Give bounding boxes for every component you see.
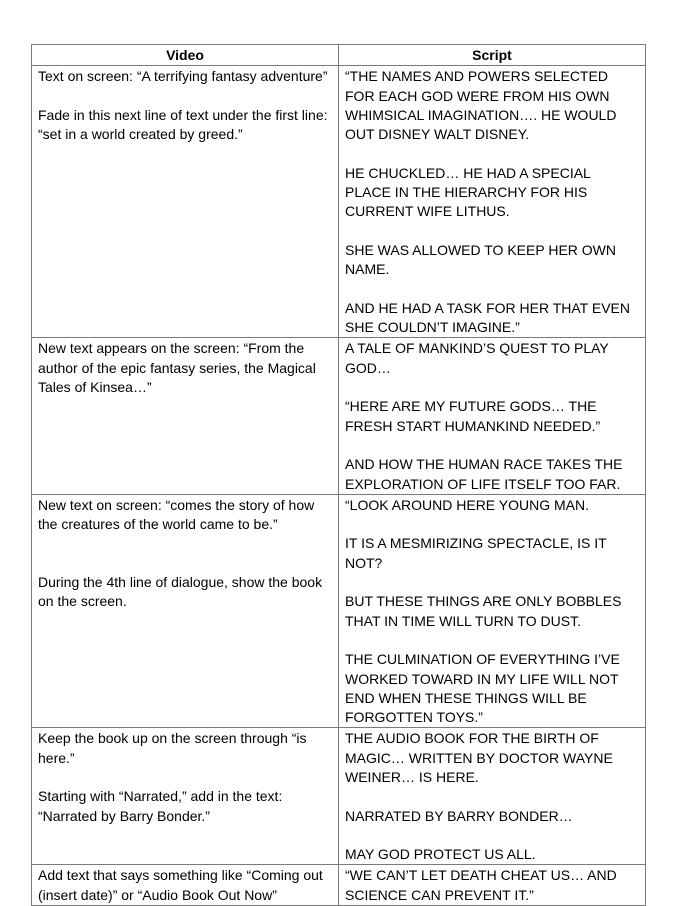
video-text: New text appears on the screen: “From the author of the epic fantasy series, the Magical Tales of Kinsea…” (38, 340, 316, 396)
script-text: THE CULMINATION OF EVERYTHING I’VE WORKED TOWARD IN MY LIFE WILL NOT END WHEN THESE THINGS WILL BE FORGOTTEN TOYS.” (345, 651, 620, 726)
script-text: “WE CAN’T LET DEATH CHEAT US… AND SCIENCE CAN PREVENT IT.” (345, 867, 617, 903)
video-text: New text on screen: “comes the story of how the creatures of the world came to be.” (38, 496, 315, 533)
video-text: During the 4th line of dialogue, show the book on the screen. (38, 574, 323, 610)
script-text: BUT THESE THINGS ARE ONLY BOBBLES THAT IN TIME WILL TURN TO DUST. (345, 593, 622, 629)
header-row (32, 45, 646, 66)
video-cell (32, 338, 339, 494)
video-text: Starting with “Narrated,” add in the text: “Narrated by Barry Bonder.” (38, 788, 283, 824)
script-text: MAY GOD PROTECT US ALL. (345, 846, 536, 863)
script-document (31, 44, 645, 906)
script-text: AND HOW THE HUMAN RACE TAKES THE EXPLORATION OF LIFE ITSELF TOO FAR. (345, 456, 623, 492)
video-text: Add text that says something like “Coming out (insert date)” or “Audio Book Out Now” (38, 867, 323, 903)
video-cell (32, 66, 339, 338)
script-text: NARRATED BY BARRY BONDER… (345, 807, 573, 824)
script-text: A TALE OF MANKIND’S QUEST TO PLAY GOD… (345, 340, 609, 376)
table-row (32, 338, 646, 494)
script-text: AND HE HAD A TASK FOR HER THAT EVEN SHE COULDN’T IMAGINE.” (345, 299, 630, 336)
script-cell (339, 865, 646, 906)
script-cell (339, 338, 646, 494)
script-text: IT IS A MESMIRIZING SPECTACLE, IS IT NOT? (345, 535, 607, 571)
script-text: THE AUDIO BOOK FOR THE BIRTH OF MAGIC… WRITTEN BY DOCTOR WAYNE WEINER… IS HERE. (345, 730, 613, 785)
table-row (32, 494, 646, 728)
script-cell (339, 494, 646, 728)
video-script-table (31, 44, 646, 906)
script-text: “HERE ARE MY FUTURE GODS… THE FRESH START HUMANKIND NEEDED.” (345, 398, 601, 434)
video-text: Text on screen: “A terrifying fantasy adventure” (38, 68, 328, 85)
video-cell (32, 865, 339, 906)
table-row (32, 865, 646, 906)
table-row (32, 66, 646, 338)
video-cell (32, 728, 339, 865)
script-cell (339, 728, 646, 865)
video-text: Keep the book up on the screen through “is here.” (38, 730, 307, 766)
script-cell (339, 66, 646, 338)
script-text: HE CHUCKLED… HE HAD A SPECIAL PLACE IN THE HIERARCHY FOR HIS CURRENT WIFE LITHUS. (345, 164, 591, 220)
script-text: SHE WAS ALLOWED TO KEEP HER OWN NAME. (345, 241, 616, 278)
video-column-header: Video (32, 45, 339, 66)
script-text: “LOOK AROUND HERE YOUNG MAN. (345, 496, 590, 513)
table-row (32, 728, 646, 865)
video-cell (32, 494, 339, 728)
script-column-header: Script (339, 45, 646, 66)
video-text: Fade in this next line of text under the first line: “set in a world created by greed.” (38, 106, 328, 143)
script-text: “THE NAMES AND POWERS SELECTED FOR EACH GOD WERE FROM HIS OWN WHIMSICAL IMAGINATION…. HE WOULD OUT DISNEY WALT DISNEY. (345, 68, 617, 143)
